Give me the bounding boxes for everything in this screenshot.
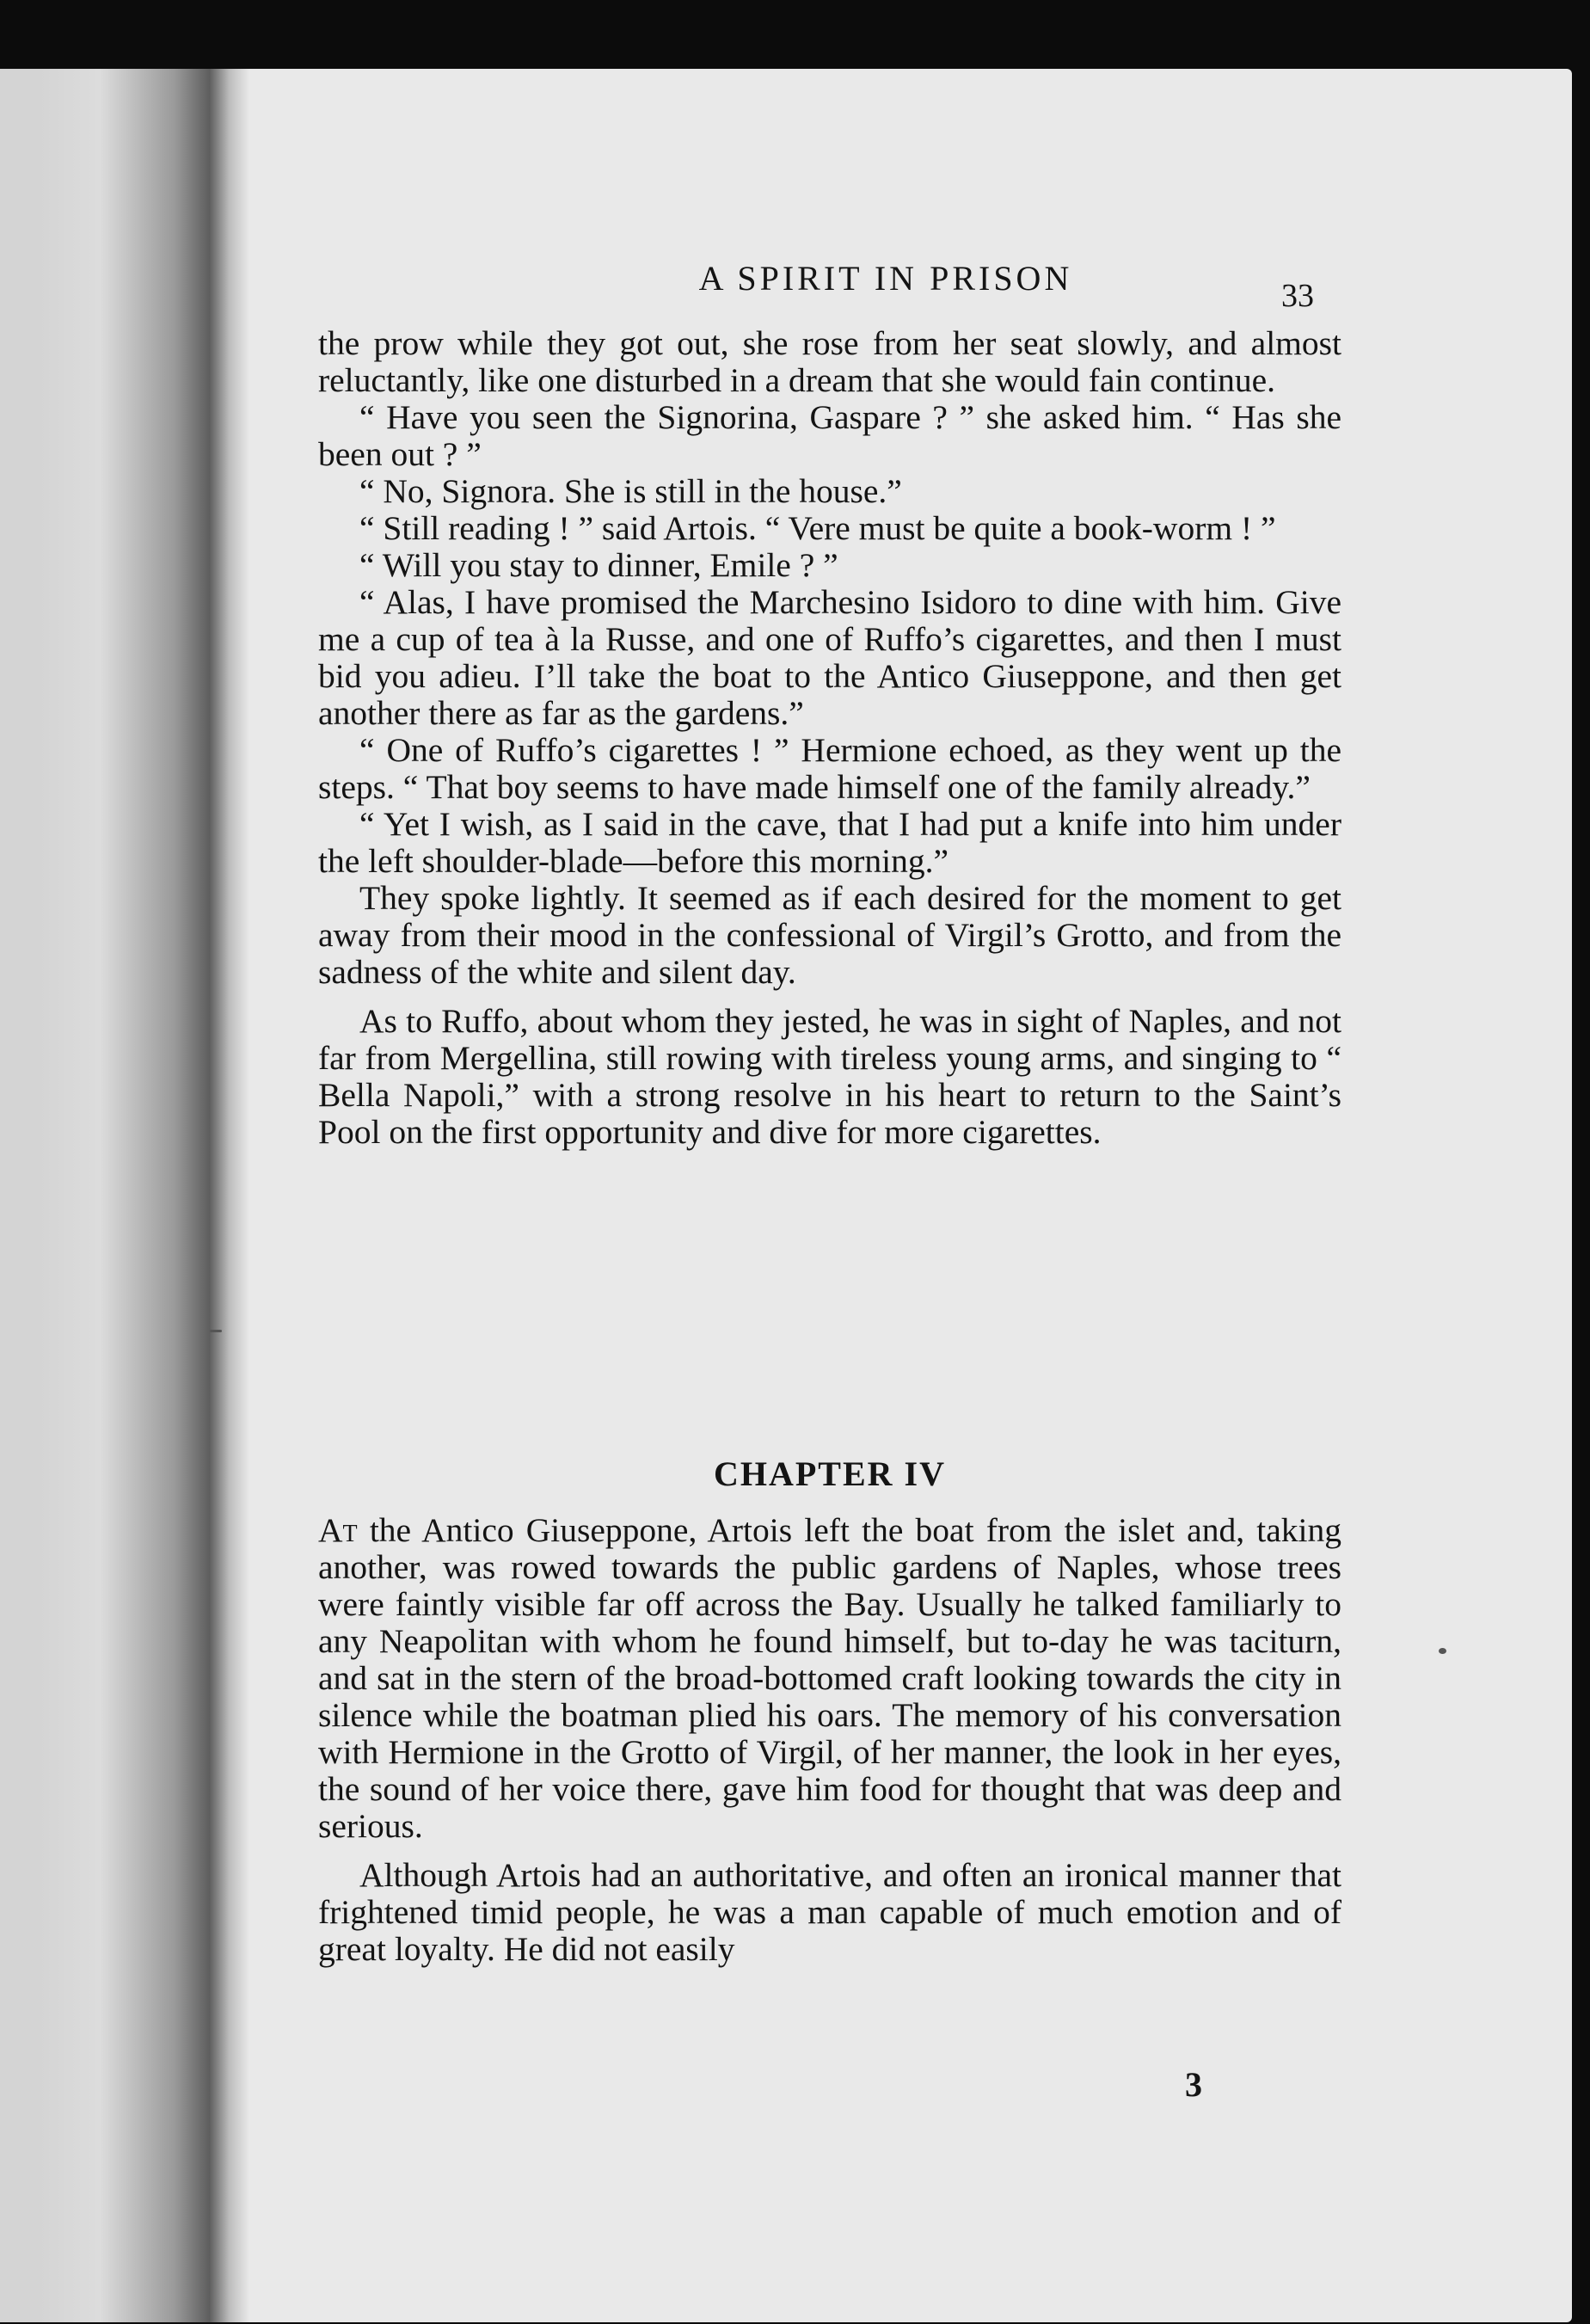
paragraph-dialogue: “ Yet I wish, as I said in the cave, that I had put a knife into him under the left shoulder-blade—before this morning.” xyxy=(318,805,1341,880)
paragraph-continuation: the prow while they got out, she rose from her seat slowly, and almost reluctantly, like one disturbed in a dream that she would fain continue. xyxy=(318,324,1341,399)
page-number: 33 xyxy=(1281,278,1314,314)
dust-speck xyxy=(1439,1648,1446,1654)
chapter-opening-text: the Antico Giuseppone, Artois left the boat from the islet and, taking another, was rowed towards the public gardens of Naples, whose trees were faintly visible far off across the Bay. Usually he talked familiarly to any Neapolitan with whom he found himself, but to-day he was taciturn, and sat in the stern of the broad-bottomed craft looking towards the city in silence while the boatman plied his oars. The memory of his conversation with Hermione in the Grotto of Virgil, of her manner, the look in her eyes, the sound of her voice there, gave him food for thought that was deep and serious. xyxy=(318,1511,1341,1845)
paragraph-dialogue: “ Alas, I have promised the Marchesino Isidoro to dine with him. Give me a cup of tea à la Russe, and one of Ruffo’s cigarettes, and then I must bid you adieu. I’ll take the boat to the Antico Giuseppone, and then get another there as far as the gardens.” xyxy=(318,583,1341,732)
running-title: A SPIRIT IN PRISON xyxy=(698,259,1073,298)
signature-mark: 3 xyxy=(1185,2065,1202,2104)
paragraph-dialogue: “ Will you stay to dinner, Emile ? ” xyxy=(359,546,838,584)
chapter-heading: CHAPTER IV xyxy=(713,1454,947,1493)
paragraph-dialogue: “ One of Ruffo’s cigarettes ! ” Hermione echoed, as they went up the steps. “ That boy seems to have made himself one of the family already.” xyxy=(318,731,1341,806)
paragraph-dialogue: “ Still reading ! ” said Artois. “ Vere must be quite a book-worm ! ” xyxy=(359,509,1276,547)
body-text xyxy=(318,325,1341,1151)
chapter-paragraph: Although Artois had an authoritative, and often an ironical manner that frightened timid people, he was a man capable of much emotion and of great loyalty. He did not easily xyxy=(318,1856,1341,1968)
paragraph-narrative: They spoke lightly. It seemed as if each desired for the moment to get away from their mood in the confessional of Virgil’s Grotto, and from the sadness of the white and silent day. xyxy=(318,879,1341,991)
facing-page-edge xyxy=(0,69,41,2322)
paragraph-dialogue: “ Have you seen the Signorina, Gaspare ? ” she asked him. “ Has she been out ? ” xyxy=(318,398,1341,473)
paragraph-narrative: As to Ruffo, about whom they jested, he was in sight of Naples, and not far from Mergellina, still rowing with tireless young arms, and singing to “ Bella Napoli,” with a strong resolve in his heart to return to the Saint’s Pool on the first opportunity and dive for more cigarettes. xyxy=(318,1002,1341,1151)
dust-speck xyxy=(210,1330,222,1332)
chapter-opening-paragraph xyxy=(318,1512,1341,1845)
paragraph-dialogue: “ No, Signora. She is still in the house.” xyxy=(359,472,902,510)
drop-word: At xyxy=(318,1511,358,1549)
chapter-body xyxy=(318,1512,1341,1968)
